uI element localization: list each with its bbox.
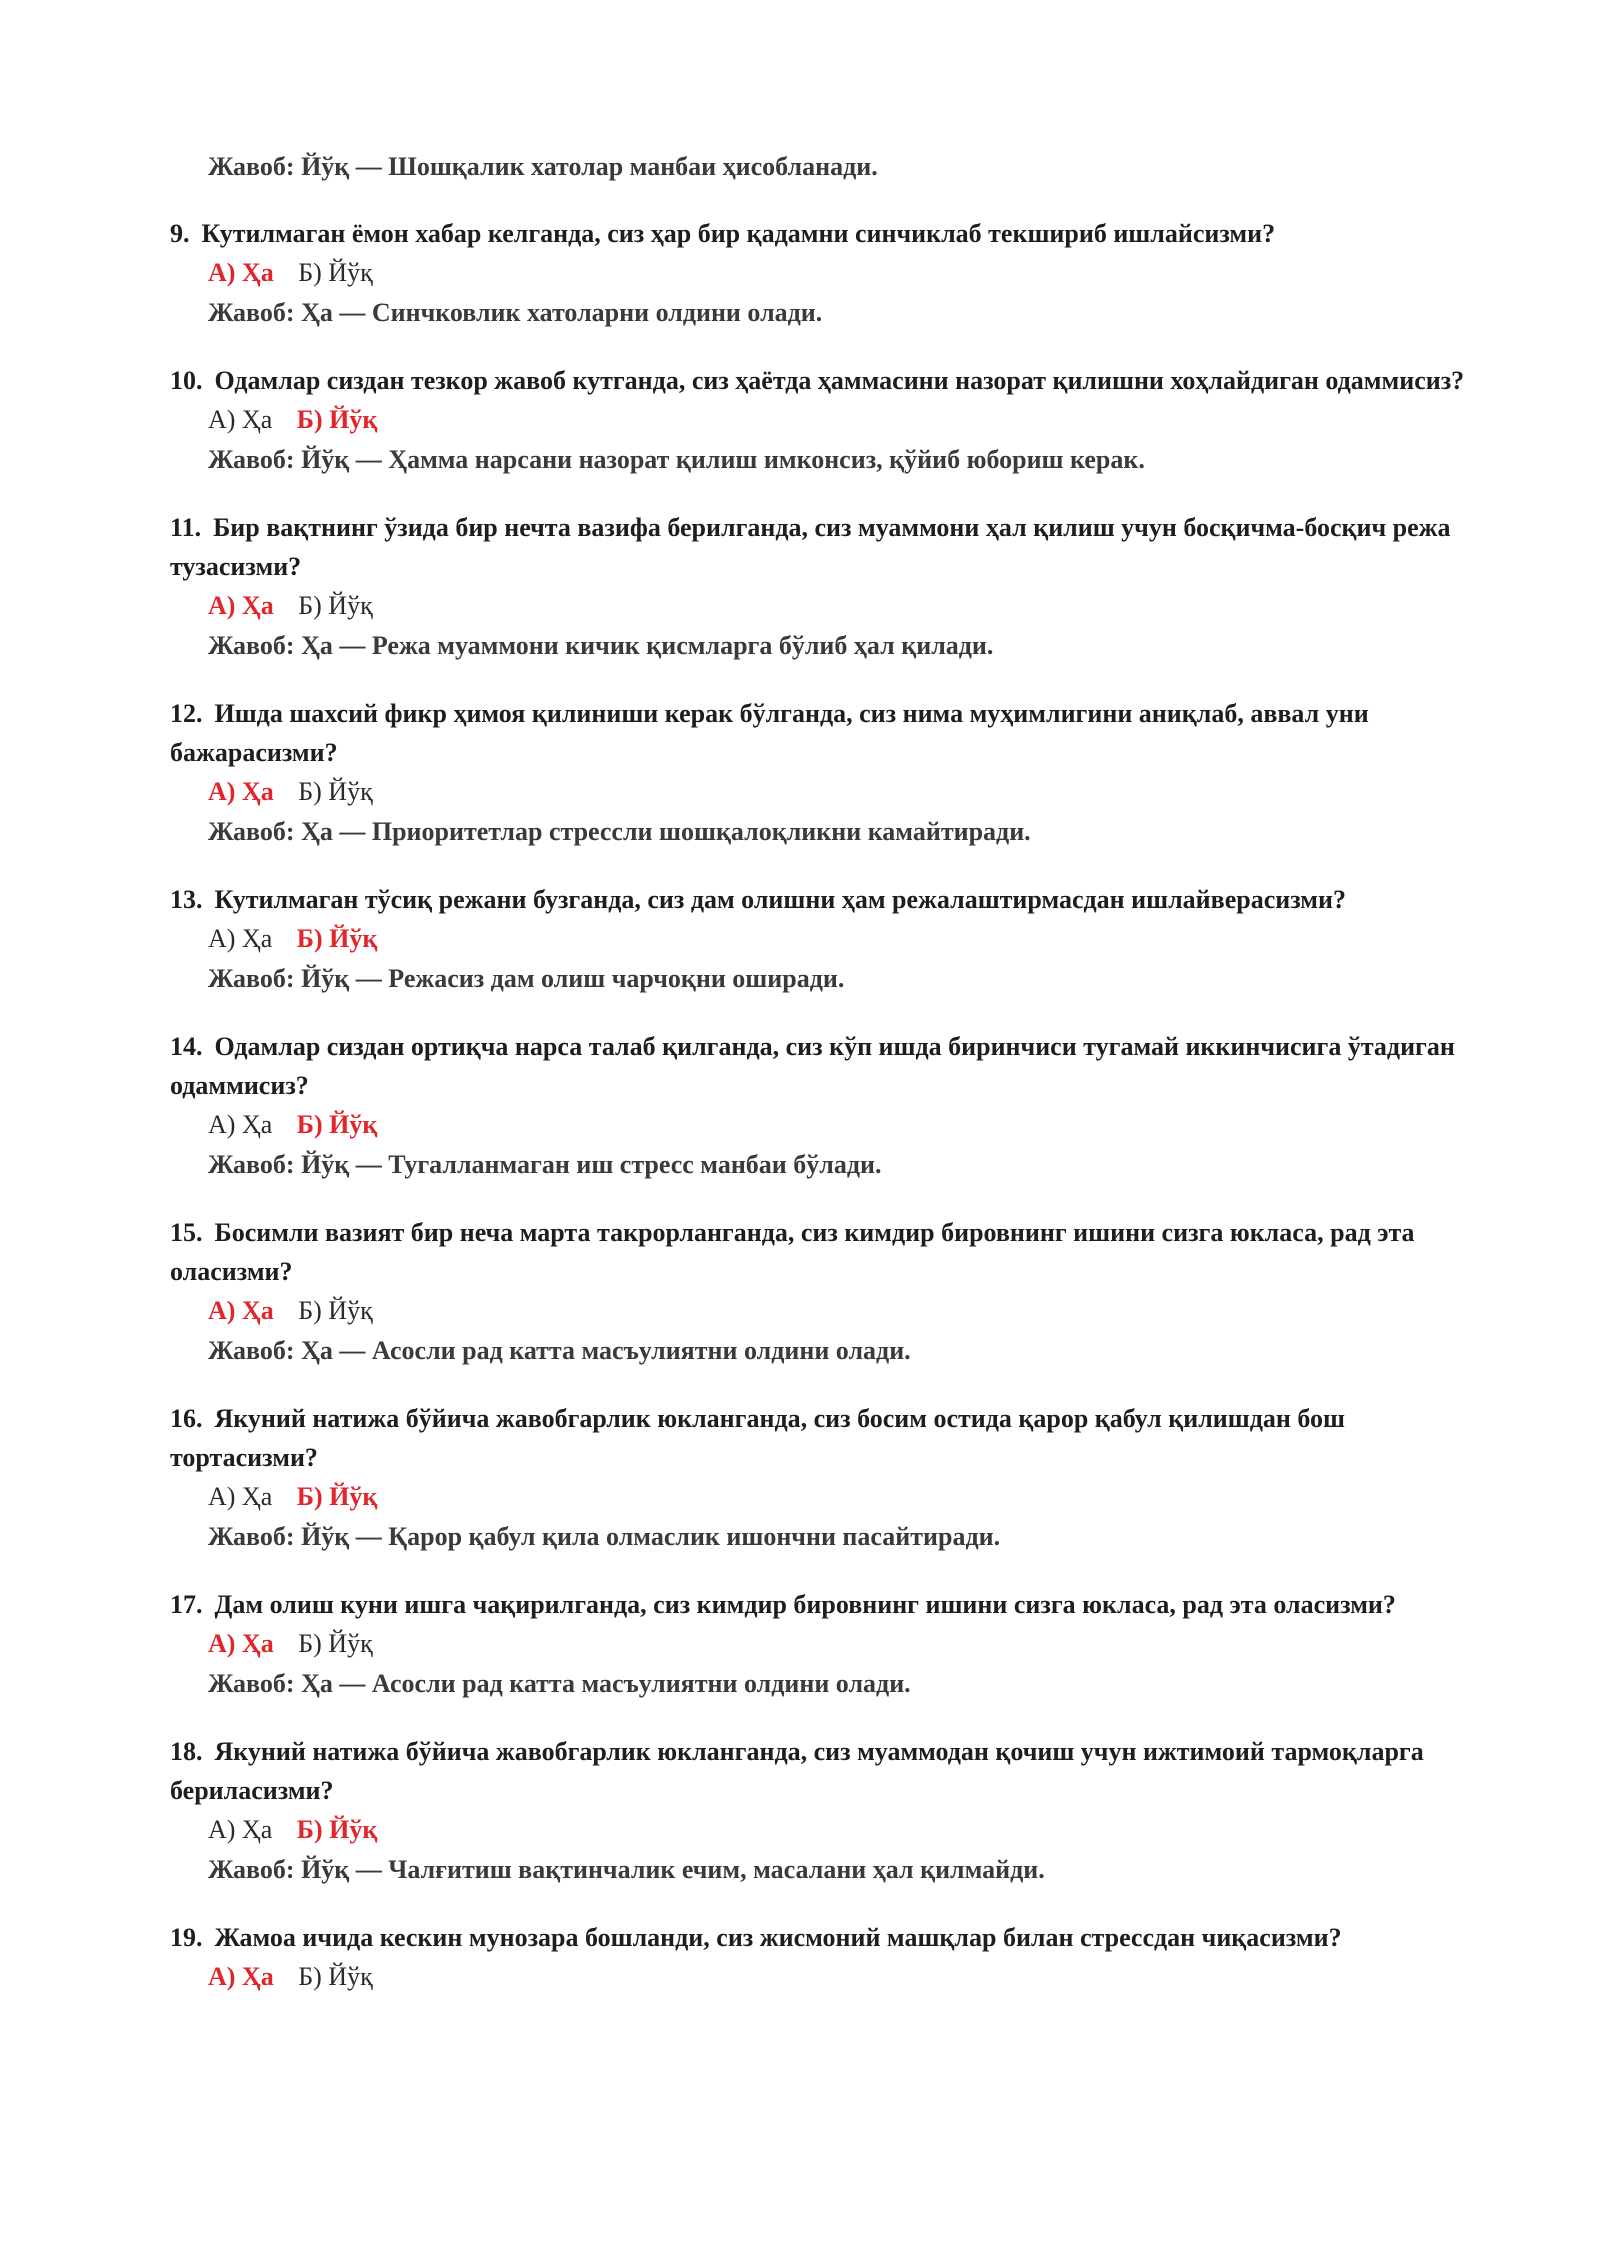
document-page xyxy=(170,148,1470,1997)
question-label: Кутилмаган ёмон хабар келганда, сиз ҳар бир қадамни синчиклаб текшириб ишлайсизми? xyxy=(201,219,1276,248)
option-b[interactable]: Б) Йўқ xyxy=(298,1629,373,1658)
question-text xyxy=(170,1399,1470,1477)
question-11 xyxy=(170,508,1470,666)
question-text xyxy=(170,361,1470,400)
answer-line: Жавоб: Ҳа — Синчковлик хатоларни олдини олади. xyxy=(208,298,823,327)
options-row xyxy=(208,1105,1470,1145)
question-number: 14. xyxy=(170,1032,203,1061)
option-b[interactable]: Б) Йўқ xyxy=(296,924,378,953)
answer-line: Жавоб: Йўқ — Қарор қабул қила олмаслик ишончни пасайтиради. xyxy=(208,1522,1001,1551)
option-b[interactable]: Б) Йўқ xyxy=(298,1962,373,1991)
question-17 xyxy=(170,1585,1470,1704)
question-label: Кутилмаган тўсиқ режани бузганда, сиз дам олишни ҳам режалаштирмасдан ишлайверасизми? xyxy=(214,885,1346,914)
question-number: 16. xyxy=(170,1404,203,1433)
question-number: 18. xyxy=(170,1737,203,1766)
options-row xyxy=(208,772,1470,812)
answer-line: Жавоб: Ҳа — Асосли рад катта масъулиятни олдини олади. xyxy=(208,1669,911,1698)
question-15 xyxy=(170,1213,1470,1371)
question-label: Якуний натижа бўйича жавобгарлик юклангaнда, сиз босим остида қарор қабул қилишдан бош тортасизми? xyxy=(170,1404,1345,1472)
question-text xyxy=(170,1585,1470,1624)
question-label: Якуний натижа бўйича жавобгарлик юклангaнда, сиз муаммодан қочиш учун ижтимоий тармоқларга бериласизми? xyxy=(170,1737,1424,1805)
question-16 xyxy=(170,1399,1470,1557)
option-a[interactable]: А) Ҳа xyxy=(208,1110,273,1139)
option-a[interactable]: А) Ҳа xyxy=(208,924,273,953)
question-number: 12. xyxy=(170,699,203,728)
question-14 xyxy=(170,1027,1470,1185)
option-b[interactable]: Б) Йўқ xyxy=(296,1110,378,1139)
option-a[interactable]: А) Ҳа xyxy=(208,1815,273,1844)
question-text xyxy=(170,694,1470,772)
question-9 xyxy=(170,214,1470,333)
options-row xyxy=(208,400,1470,440)
answer-line: Жавоб: Йўқ — Ҳамма нарсани назорат қилиш имконсиз, қўйиб юбориш керак. xyxy=(208,445,1145,474)
question-number: 17. xyxy=(170,1590,203,1619)
answer-line: Жавоб: Ҳа — Приоритетлар стрессли шошқалоқликни камайтиради. xyxy=(208,817,1031,846)
question-text xyxy=(170,214,1470,253)
option-b[interactable]: Б) Йўқ xyxy=(298,258,373,287)
question-13 xyxy=(170,880,1470,999)
option-a[interactable]: А) Ҳа xyxy=(208,1962,274,1991)
question-12 xyxy=(170,694,1470,852)
question-text xyxy=(170,1732,1470,1810)
question-label: Ишда шахсий фикр ҳимоя қилиниши керак бўлганда, сиз нима муҳимлигини аниқлаб, аввал уни бажарасизми? xyxy=(170,699,1369,767)
options-row xyxy=(208,1291,1470,1331)
answer-line: Жавоб: Йўқ — Режасиз дам олиш чарчоқни оширади. xyxy=(208,964,845,993)
option-a[interactable]: А) Ҳа xyxy=(208,1629,274,1658)
question-label: Жамоа ичида кескин мунозара бошланди, сиз жисмоний машқлар билан стрессдан чиқасизми? xyxy=(214,1923,1342,1952)
answer-line: Жавоб: Йўқ — Тугалланмаган иш стресс манбаи бўлади. xyxy=(208,1150,882,1179)
option-a[interactable]: А) Ҳа xyxy=(208,258,274,287)
option-a[interactable]: А) Ҳа xyxy=(208,591,274,620)
option-a[interactable]: А) Ҳа xyxy=(208,405,273,434)
question-19 xyxy=(170,1918,1470,1997)
option-b[interactable]: Б) Йўқ xyxy=(296,1482,378,1511)
question-18 xyxy=(170,1732,1470,1890)
answer-line: Жавоб: Ҳа — Асосли рад катта масъулиятни олдини олади. xyxy=(208,1336,911,1365)
answer-line: Жавоб: Йўқ — Шошқалик хатолар манбаи ҳисобланади. xyxy=(208,152,878,181)
question-10 xyxy=(170,361,1470,480)
option-b[interactable]: Б) Йўқ xyxy=(298,777,373,806)
option-b[interactable]: Б) Йўқ xyxy=(296,1815,378,1844)
question-label: Одамлар сиздан ортиқча нарса талаб қилганда, сиз кўп ишда биринчиси тугамай иккинчисига ўтадиган одаммисиз? xyxy=(170,1032,1455,1100)
option-a[interactable]: А) Ҳа xyxy=(208,1482,273,1511)
question-label: Одамлар сиздан тезкор жавоб кутганда, сиз ҳаётда ҳаммасини назорат қилишни хоҳлайдиган одаммисиз? xyxy=(214,366,1465,395)
options-row xyxy=(208,1624,1470,1664)
question-text xyxy=(170,880,1470,919)
question-number: 13. xyxy=(170,885,203,914)
options-row xyxy=(208,919,1470,959)
question-text xyxy=(170,1027,1470,1105)
question-label: Босимли вазият бир неча марта такрорланганда, сиз кимдир бировнинг ишини сизга юкласа, рад эта оласизми? xyxy=(170,1218,1415,1286)
question-text xyxy=(170,1213,1470,1291)
question-label: Бир вақтнинг ўзида бир нечта вазифа берилганда, сиз муаммони ҳал қилиш учун босқичма-босқич режа тузасизми? xyxy=(170,513,1451,581)
question-text xyxy=(170,508,1470,586)
question-text xyxy=(170,1918,1470,1957)
question-number: 15. xyxy=(170,1218,203,1247)
answer-line: Жавоб: Ҳа — Режа муаммони кичик қисмларга бўлиб ҳал қилади. xyxy=(208,631,994,660)
option-b[interactable]: Б) Йўқ xyxy=(298,591,373,620)
answer-line: Жавоб: Йўқ — Чалғитиш вақтинчалик ечим, масалани ҳал қилмайди. xyxy=(208,1855,1045,1884)
option-b[interactable]: Б) Йўқ xyxy=(298,1296,373,1325)
option-a[interactable]: А) Ҳа xyxy=(208,777,274,806)
options-row xyxy=(208,253,1470,293)
question-number: 9. xyxy=(170,219,190,248)
options-row xyxy=(208,1477,1470,1517)
question-number: 11. xyxy=(170,513,202,542)
options-row xyxy=(208,586,1470,626)
option-b[interactable]: Б) Йўқ xyxy=(296,405,378,434)
options-row xyxy=(208,1957,1470,1997)
options-row xyxy=(208,1810,1470,1850)
question-label: Дам олиш куни ишга чақирилганда, сиз кимдир бировнинг ишини сизга юкласа, рад эта оласизми? xyxy=(214,1590,1396,1619)
option-a[interactable]: А) Ҳа xyxy=(208,1296,274,1325)
question-number: 19. xyxy=(170,1923,203,1952)
question-number: 10. xyxy=(170,366,203,395)
